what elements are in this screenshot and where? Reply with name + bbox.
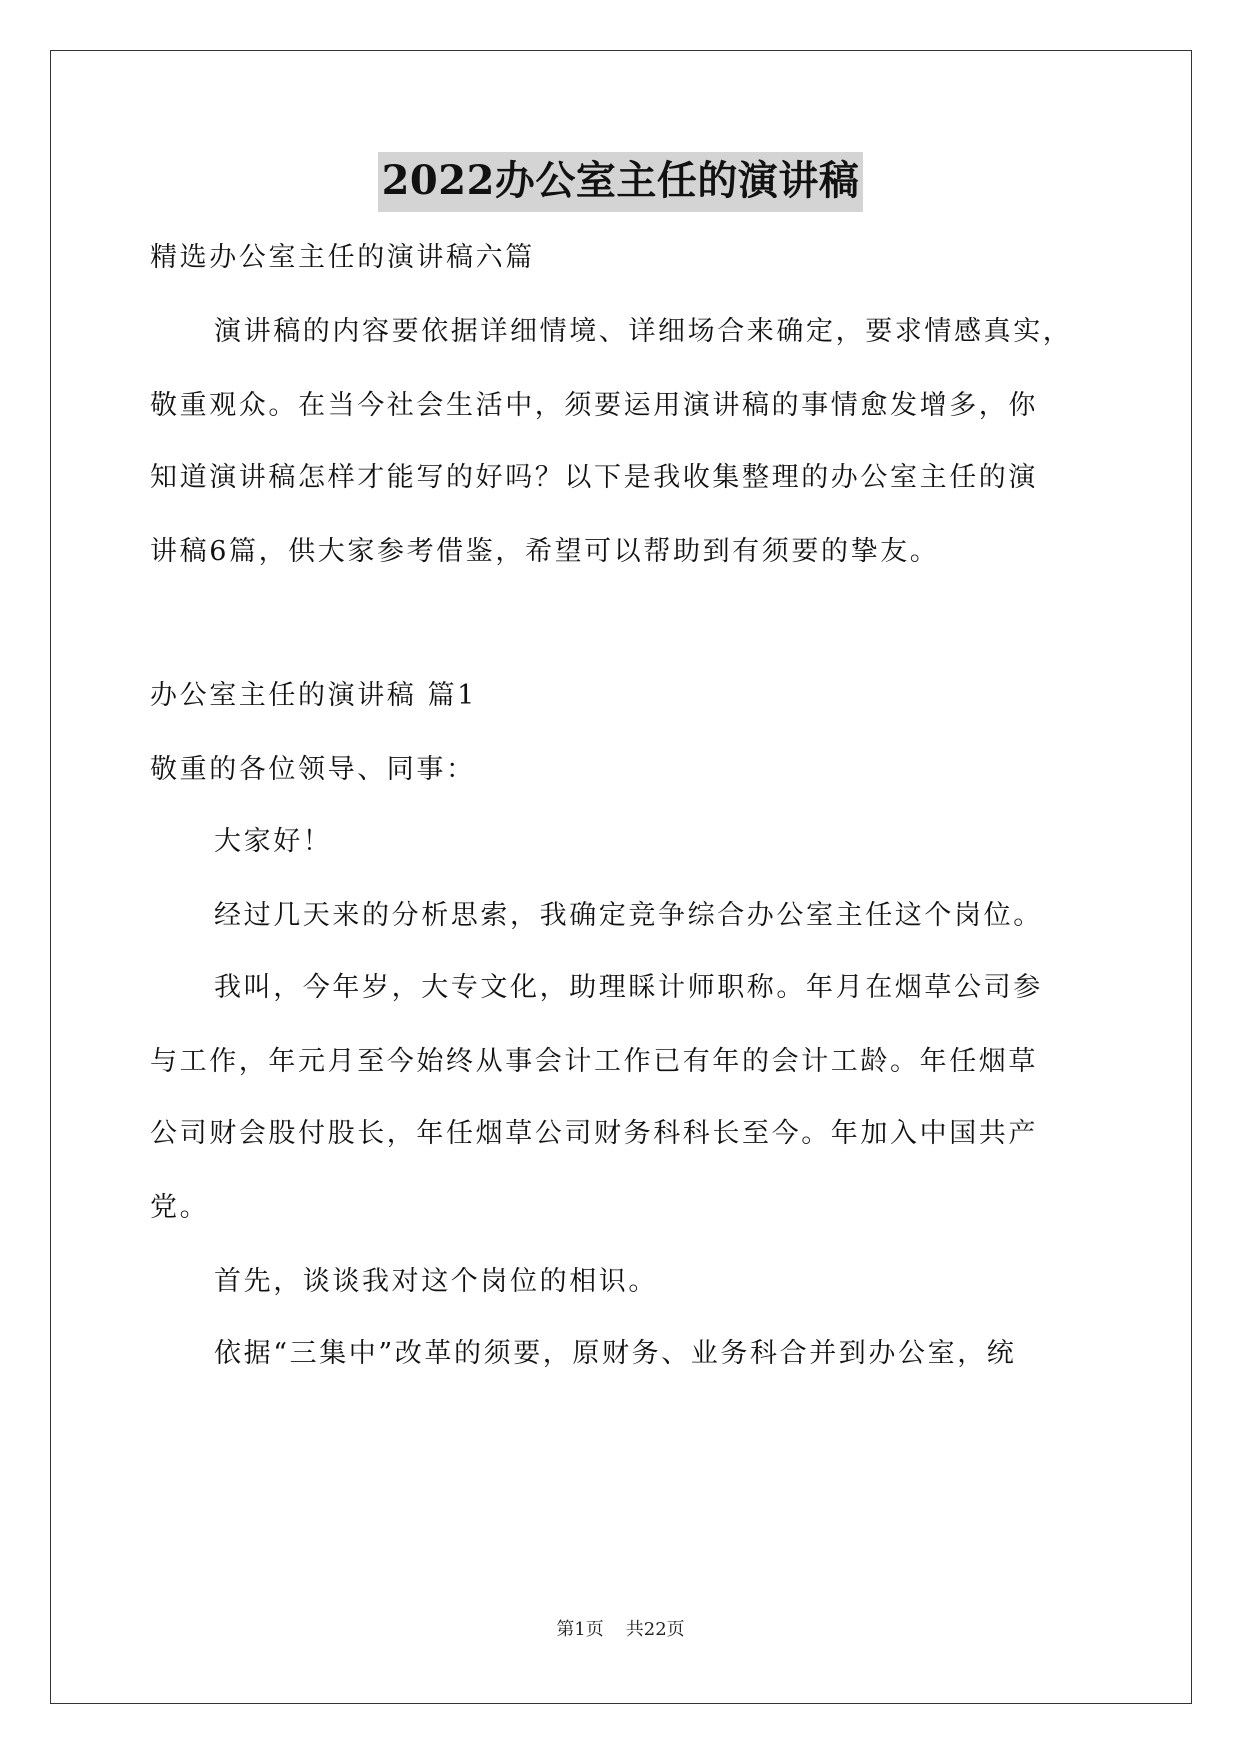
paragraph-line: 公司财会股付股长，年任烟草公司财务科科长至今。年加入中国共产 — [150, 1118, 1038, 1149]
paragraph-line: 敬重观众。在当今社会生活中，须要运用演讲稿的事情愈发增多，你 — [150, 390, 1038, 421]
paragraph-line: 党。 — [150, 1192, 210, 1223]
paragraph-line: 讲稿6篇，供大家参考借鉴，希望可以帮助到有须要的挚友。 — [150, 536, 940, 567]
paragraph-line: 依据“三集中”改革的须要，原财务、业务科合并到办公室，统 — [214, 1338, 1017, 1369]
salutation: 敬重的各位领导、同事： — [150, 754, 476, 785]
paragraph-line: 与工作，年元月至今始终从事会计工作已有年的会计工龄。年任烟草 — [150, 1046, 1038, 1077]
title-container — [0, 152, 1241, 212]
paragraph-line: 知道演讲稿怎样才能写的好吗？以下是我收集整理的办公室主任的演 — [150, 462, 1038, 493]
paragraph-line: 首先，谈谈我对这个岗位的相识。 — [214, 1266, 658, 1297]
page-footer — [0, 1618, 1241, 1642]
page-border — [50, 50, 1192, 1704]
page-total: 共22页 — [625, 1619, 685, 1640]
greeting: 大家好！ — [214, 826, 333, 857]
paragraph-line: 我叫，今年岁，大专文化，助理睬计师职称。年月在烟草公司参 — [214, 972, 1043, 1003]
page-number: 第1页 — [556, 1619, 604, 1640]
paragraph-line: 经过几天来的分析思索，我确定竞争综合办公室主任这个岗位。 — [214, 900, 1043, 931]
document-title: 2022办公室主任的演讲稿 — [378, 152, 864, 212]
document-subtitle: 精选办公室主任的演讲稿六篇 — [150, 242, 535, 273]
paragraph-line: 演讲稿的内容要依据详细情境、详细场合来确定，要求情感真实， — [214, 316, 1073, 347]
section-heading: 办公室主任的演讲稿 篇1 — [150, 680, 477, 711]
